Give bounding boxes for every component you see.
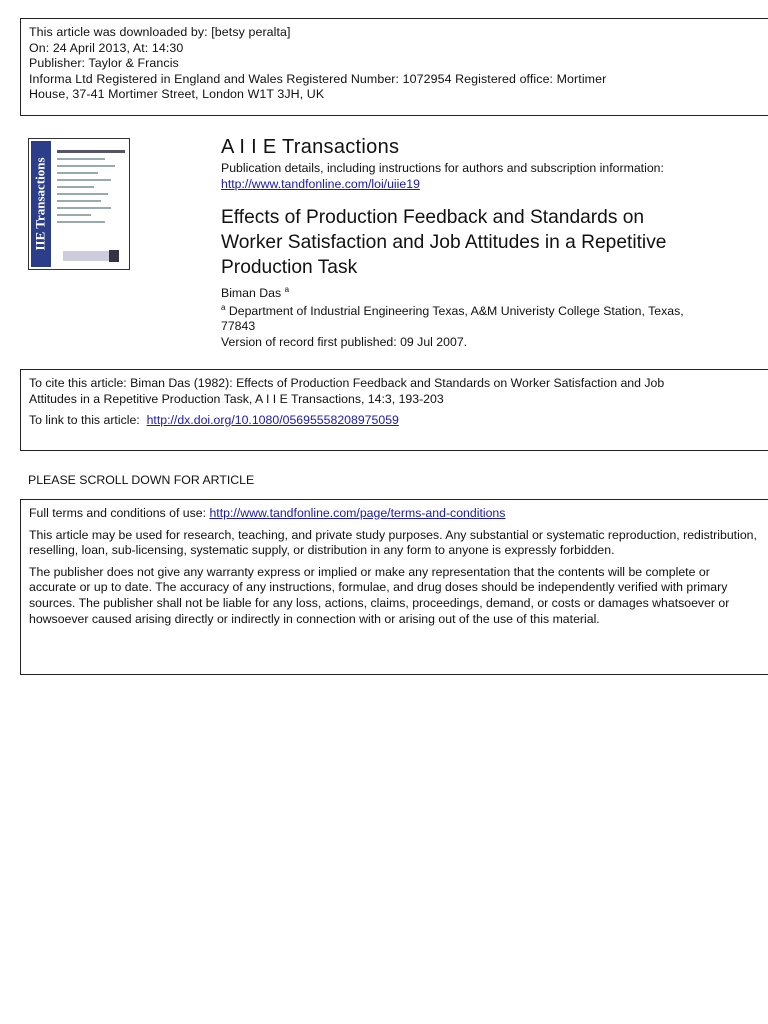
publisher: Publisher: Taylor & Francis (29, 56, 179, 71)
doi-link[interactable]: http://dx.doi.org/10.1080/05695558208975059 (146, 413, 399, 427)
publisher-logo (63, 251, 115, 261)
publication-details-text: Publication details, including instructions for authors and subscription information: (221, 161, 664, 175)
cover-contents (57, 145, 125, 265)
download-info-box (20, 18, 768, 116)
publication-details (221, 161, 761, 192)
author (221, 286, 761, 302)
journal-name: A I I E Transactions (221, 136, 400, 158)
society-logo (109, 250, 119, 262)
affiliation (221, 304, 761, 335)
title-line-3: Production Task (221, 257, 358, 278)
registration-info: Informa Ltd Registered in England and Wales Registered Number: 1072954 Registered office: Mortimer (29, 71, 607, 86)
article-header (28, 138, 768, 348)
citation-box (20, 369, 768, 451)
journal-cover-image (28, 138, 130, 270)
registered-address: House, 37-41 Mortimer Street, London W1T 3JH, UK (29, 87, 325, 102)
cover-spine-text: IIE Transactions (33, 157, 49, 251)
article-title (221, 205, 761, 280)
download-date: On: 24 April 2013, At: 14:30 (29, 40, 184, 55)
author-name: Biman Das (221, 286, 282, 300)
affiliation-line-1: Department of Industrial Engineering Texas, A&M Univeristy College Station, Texas, (228, 303, 684, 318)
terms-box (20, 499, 768, 675)
header-text (221, 138, 761, 350)
downloaded-by: This article was downloaded by: [betsy peralta] (29, 25, 291, 39)
full-terms-row (29, 506, 760, 522)
article-link-label: To link to this article: (29, 413, 140, 427)
disclaimer: The publisher does not give any warranty express or implied or make any representation that the contents will be complete or accurate or up to date. The accuracy of any instructions, formulae, and drug doses should be independently verified with primary sources. The publisher shall not be liable for any loss, actions, claims, proceedings, demand, or costs or damages whatsoever or howsoever caused arising directly or indirectly in connection with or arising out of the use of this material. (29, 564, 730, 626)
title-line-1: Effects of Production Feedback and Standards on (221, 207, 645, 228)
cite-line-1: To cite this article: Biman Das (1982): Effects of Production Feedback and Standards on Worker Satisfaction and Job (29, 376, 665, 390)
version-of-record: Version of record first published: 09 Jul 2007. (221, 334, 468, 349)
cover-spine (31, 141, 51, 267)
full-terms-label: Full terms and conditions of use: (29, 506, 207, 520)
terms-link[interactable]: http://www.tandfonline.com/page/terms-and-conditions (209, 506, 506, 520)
usage-terms: This article may be used for research, teaching, and private study purposes. Any substantial or systematic reproduction, redistribution, reselling, loan, sub-licensing, systematic supply, or distribution in any form to anyone is expressly forbidden. (29, 527, 757, 558)
title-line-2: Worker Satisfaction and Job Attitudes in a Repetitive (221, 232, 667, 253)
scroll-notice: PLEASE SCROLL DOWN FOR ARTICLE (28, 473, 255, 487)
cite-line-2: Attitudes in a Repetitive Production Task, A I I E Transactions, 14:3, 193-203 (29, 391, 444, 406)
affiliation-superscript: a (221, 302, 226, 312)
article-link-row (29, 413, 760, 429)
journal-url-link[interactable]: http://www.tandfonline.com/loi/uiie19 (221, 176, 420, 191)
author-superscript: a (284, 284, 290, 294)
affiliation-line-2: 77843 (221, 319, 256, 333)
